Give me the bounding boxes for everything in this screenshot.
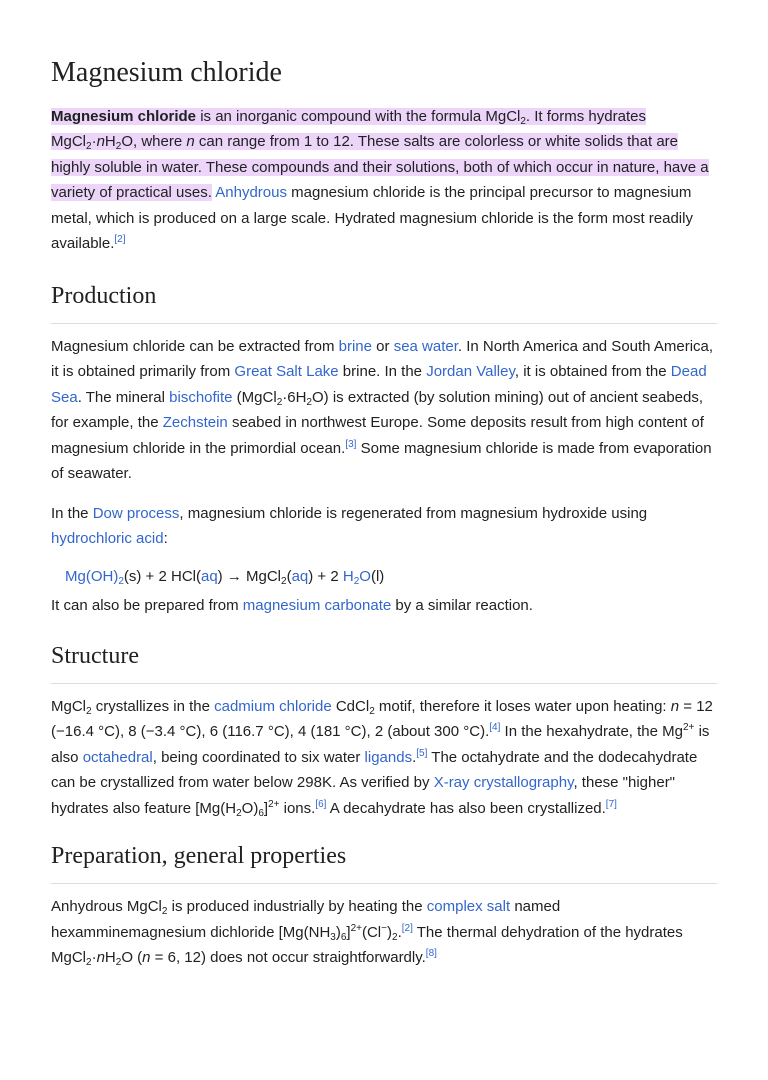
article <box>0 56 768 971</box>
reference-7[interactable]: [7] <box>605 798 617 810</box>
page-title: Magnesium chloride <box>51 57 282 88</box>
subscript: 2 <box>281 575 287 587</box>
text: = 12 (−16.4 °C), 8 (−3.4 °C), 6 (116.7 °C), 4 (181 °C), 2 (about 300 °C). <box>51 697 713 741</box>
subscript: 2 <box>306 396 312 408</box>
subscript: 2 <box>276 396 283 408</box>
text: . In North America and South America, it is obtained primarily from <box>51 337 714 381</box>
text: : <box>163 530 168 548</box>
superscript: 2+ <box>350 922 362 934</box>
text: The octahydrate and the dodecahydrate can be crystallized from water below 298K. As verified by <box>51 748 698 792</box>
link-magnesium-hydroxide[interactable] <box>65 568 124 585</box>
reference-2[interactable]: [2] <box>401 922 413 934</box>
link-zechstein[interactable]: Zechstein <box>162 414 228 432</box>
text: or <box>372 337 394 355</box>
subscript: 2 <box>520 115 526 127</box>
heading-structure: Structure <box>51 641 717 684</box>
text: ) → MgCl <box>217 567 282 585</box>
production-paragraph-1 <box>51 334 717 487</box>
text: ) <box>387 923 392 941</box>
text: Mg(OH) <box>65 567 119 585</box>
text: ) <box>335 923 341 941</box>
superscript: 2+ <box>683 722 695 734</box>
reference-2[interactable]: [2] <box>114 234 126 246</box>
reference-5[interactable]: [5] <box>416 747 428 759</box>
superscript: − <box>381 922 387 934</box>
text: In the hexahydrate, the Mg <box>500 723 683 741</box>
text: The thermal dehydration of the hydrates MgCl <box>51 923 683 967</box>
subscript: 2 <box>353 575 360 587</box>
text: CdCl <box>331 697 370 715</box>
text: crystallizes in the <box>91 697 215 715</box>
reference-4[interactable]: [4] <box>489 722 501 734</box>
link-brine[interactable]: brine <box>338 337 372 355</box>
link-octahedral[interactable]: octahedral <box>82 748 153 766</box>
text: ] <box>263 799 269 817</box>
subscript: 6 <box>258 807 264 819</box>
production-paragraph-2 <box>51 501 717 552</box>
subscript: 3 <box>330 931 336 943</box>
text: . The mineral <box>77 388 170 406</box>
link-magnesium-carbonate[interactable]: magnesium carbonate <box>242 597 392 615</box>
text: O) is extracted (by solution mining) out of ancient seabeds, for example, the <box>51 388 704 432</box>
text: (l) <box>370 567 385 585</box>
text: . <box>397 923 402 941</box>
text: ions. <box>279 799 316 817</box>
chemical-equation <box>51 564 717 590</box>
text: (Cl <box>361 923 382 941</box>
intro-text: · <box>91 133 97 151</box>
intro-bold-name: Magnesium chloride <box>51 107 197 125</box>
heading-preparation: Preparation, general properties <box>51 841 717 884</box>
subscript: 2 <box>115 141 122 153</box>
text: H <box>342 567 354 585</box>
italic-n: n <box>670 697 680 715</box>
intro-text: magnesium chloride is the principal precursor to magnesium metal, which is produced on a large scale. Hydrated magnesium chloride is the form most readily available. <box>51 184 693 253</box>
text: H <box>104 949 116 967</box>
subscript: 2 <box>161 906 168 918</box>
italic-n: n <box>142 949 151 967</box>
link-water[interactable] <box>343 568 371 585</box>
text: O ( <box>121 949 143 967</box>
text: ( <box>286 567 292 585</box>
text: , magnesium chloride is regenerated from magnesium hydroxide using <box>179 504 648 522</box>
subscript: 2 <box>86 141 92 153</box>
reference-6[interactable]: [6] <box>315 798 327 810</box>
link-hydrochloric-acid[interactable]: hydrochloric acid <box>51 530 164 548</box>
text: motif, therefore it loses water upon heating: <box>374 697 671 715</box>
text: O) <box>241 799 259 817</box>
link-cadmium-chloride[interactable]: cadmium chloride <box>214 697 332 715</box>
text: · <box>91 949 97 967</box>
text: It can also be prepared from <box>51 597 243 615</box>
text: , it is obtained from the <box>514 363 671 381</box>
link-complex-salt[interactable]: complex salt <box>426 898 511 916</box>
subscript: 2 <box>115 957 122 969</box>
link-dow-process[interactable]: Dow process <box>92 504 180 522</box>
text: O <box>359 567 371 585</box>
subscript: 2 <box>236 807 242 819</box>
text: is also <box>51 723 710 766</box>
text: , these "higher" hydrates also feature [Mg(H <box>51 774 676 817</box>
heading-production: Production <box>51 281 717 324</box>
subscript: 2 <box>118 575 124 587</box>
text: Some magnesium chloride is made from evaporation of seawater. <box>51 439 712 483</box>
subscript: 2 <box>86 957 92 969</box>
production-paragraph-3 <box>51 593 717 619</box>
structure-paragraph: MgCl$_2$ crystallizes in the cadmium chloride CdCl$_2$ motif, therefore it loses water upon heating: n = 12 (−16.4 °C), 8 (−3.4 °C), 6 (116.7 °C), 4 (181 °C), 2 (about 300 °C).[4] In the hexahydrate, the $Mg^{2+}$ is also octahedral, being coordinated to six water ligands.[5] The octahydrate and the dodecahydrate can be crystallized from water below 298K. As verified by X-ray crystallography, these "higher" hydrates also feature $[Mg(H_2O)_6]^{2+}$ ions.[6] A decahydrate has also been crystallized.[7] <box>51 697 713 819</box>
text: named hexamminemagnesium dichloride [Mg(NH <box>51 898 561 941</box>
text: seabed in northwest Europe. Some deposits result from high content of magnesium chloride in the primordial ocean. <box>51 414 704 457</box>
text: ] <box>346 923 351 941</box>
link-xray-crystallography[interactable]: X-ray crystallography <box>433 774 574 792</box>
subscript: 2 <box>392 931 398 943</box>
intro-text: O, where <box>121 133 187 151</box>
text: = 6, 12) does not occur straightforwardly. <box>150 949 426 967</box>
superscript: 2+ <box>268 798 280 810</box>
link-anhydrous[interactable]: Anhydrous <box>215 184 287 202</box>
link-aq[interactable]: aq <box>200 567 218 585</box>
link-great-salt-lake[interactable]: Great Salt Lake <box>234 363 339 381</box>
text: In the <box>51 504 93 522</box>
text: brine. In the <box>338 363 427 381</box>
link-jordan-valley[interactable]: Jordan Valley <box>426 363 515 381</box>
text: ·6H <box>282 388 307 406</box>
italic-n: n <box>96 133 105 151</box>
text: MgCl <box>51 697 87 715</box>
text: A decahydrate has also been crystallized. <box>326 799 606 817</box>
intro-text: . It forms hydrates MgCl <box>51 107 646 151</box>
subscript: 2 <box>369 705 375 717</box>
link-dead-sea[interactable]: Dead Sea <box>51 363 707 406</box>
intro-text: H <box>104 133 116 151</box>
section-production <box>51 281 717 619</box>
link-aq[interactable]: aq <box>291 567 309 585</box>
italic-n: n <box>186 133 195 151</box>
italic-n: n <box>96 949 105 967</box>
reference-3[interactable]: [3] <box>345 438 357 450</box>
text: Magnesium chloride can be extracted from <box>51 337 339 355</box>
text: (s) + 2 HCl( <box>123 567 201 585</box>
link-ligands[interactable]: ligands <box>364 748 413 766</box>
section-preparation <box>51 841 717 971</box>
text: , being coordinated to six water <box>152 748 365 766</box>
intro-text: is an inorganic compound with the formula MgCl <box>196 107 521 125</box>
reference-8[interactable]: [8] <box>425 948 437 960</box>
text: by a similar reaction. <box>391 597 533 615</box>
subscript: 6 <box>340 931 347 943</box>
intro-text: can range from 1 to 12. These salts are colorless or white solids that are highly soluble in water. These compounds and their solutions, both of which occur in nature, have a variety of practical uses. <box>51 133 709 202</box>
section-structure <box>51 641 717 822</box>
intro-paragraph <box>51 104 717 257</box>
text: Anhydrous MgCl <box>51 898 162 916</box>
text: is produced industrially by heating the <box>167 898 427 916</box>
text: (MgCl <box>232 388 277 406</box>
link-sea-water[interactable]: sea water <box>393 337 458 355</box>
subscript: 2 <box>86 705 92 717</box>
link-bischofite[interactable]: bischofite <box>169 388 233 406</box>
preparation-paragraph <box>51 894 717 971</box>
text: ) + 2 <box>308 567 343 585</box>
